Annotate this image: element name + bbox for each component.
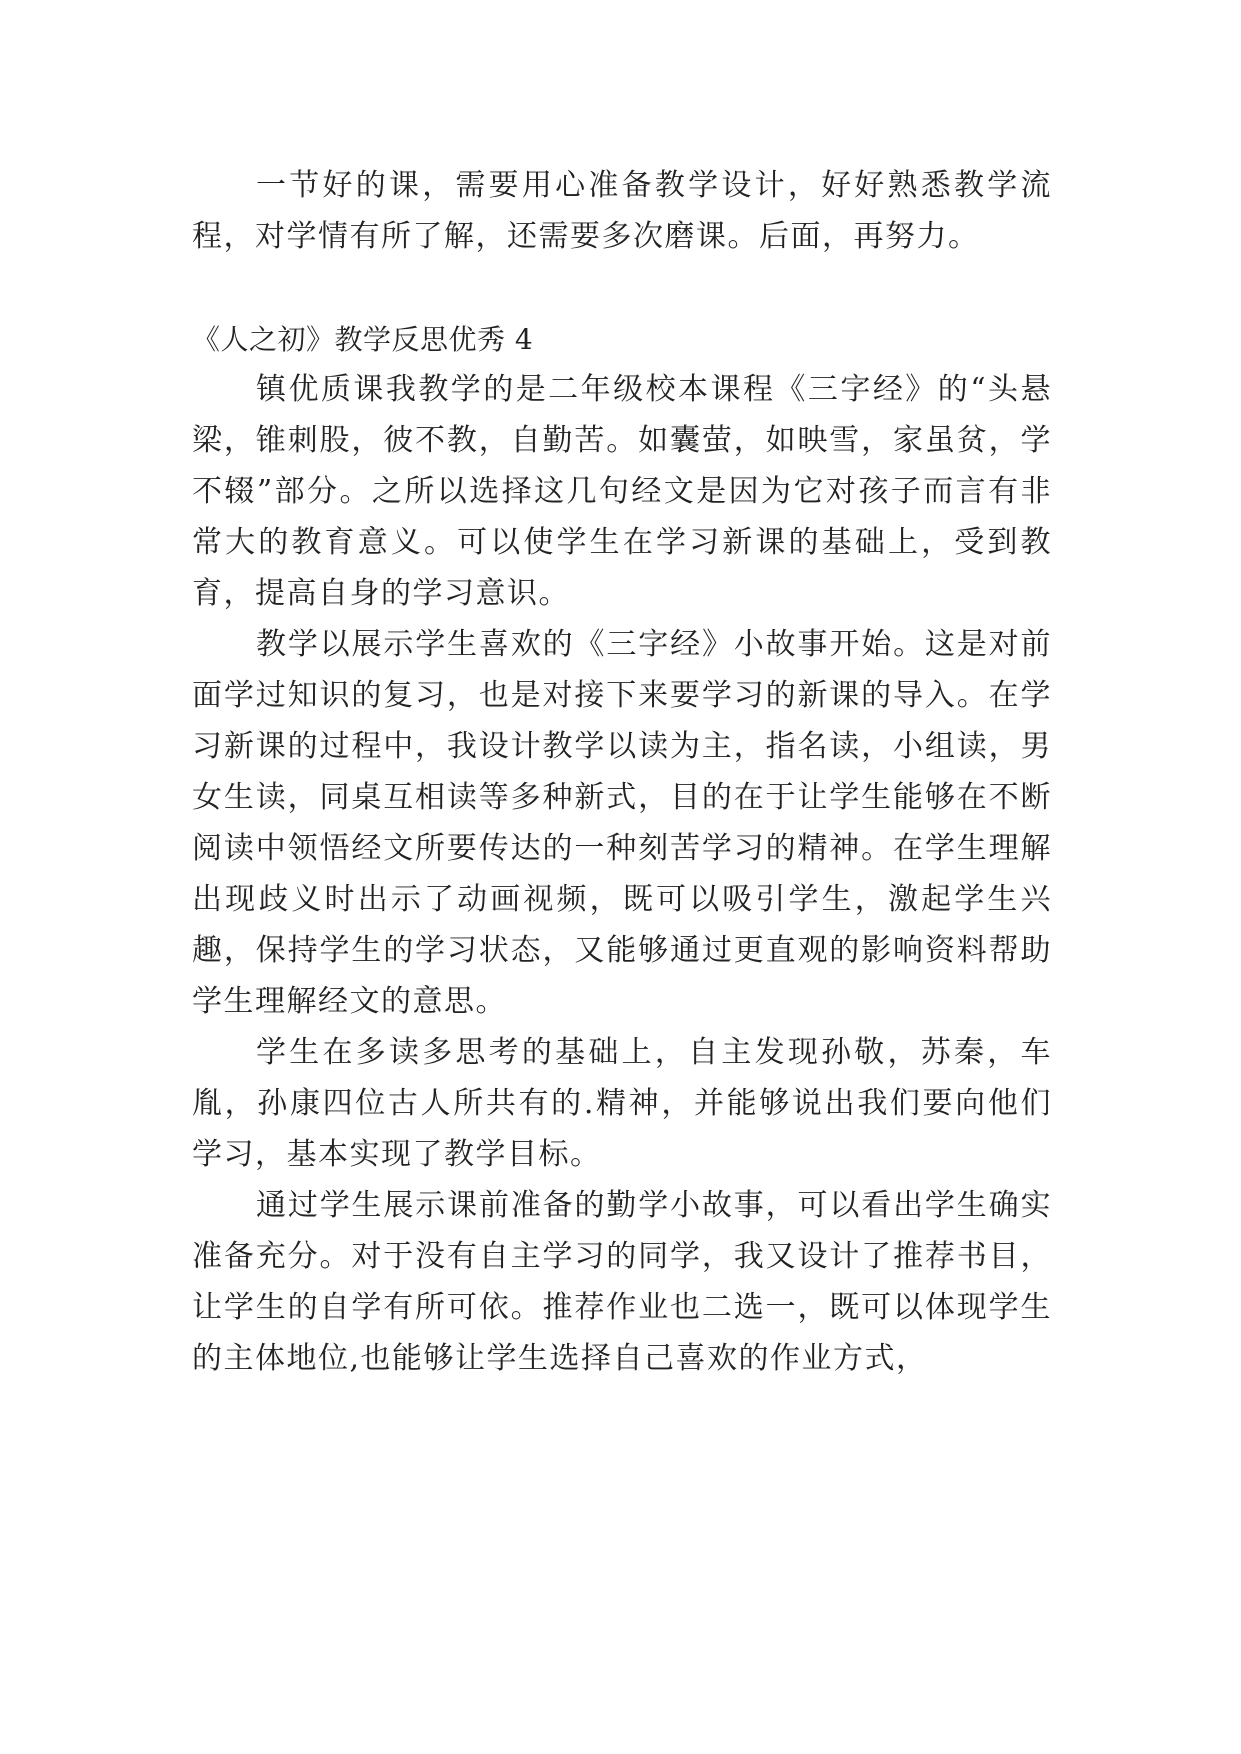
section-heading: 《人之初》教学反思优秀 4 xyxy=(192,323,534,356)
document-body xyxy=(192,160,1052,1384)
intro-paragraph: 一节好的课，需要用心准备教学设计，好好熟悉教学流程，对学情有所了解，还需要多次磨课。后面，再努力。 xyxy=(192,168,1052,254)
body-paragraph-2: 教学以展示学生喜欢的《三字经》小故事开始。这是对前面学过知识的复习，也是对接下来要学习的新课的导入。在学习新课的过程中，我设计教学以读为主，指名读，小组读，男女生读，同桌互相读等多种新式，目的在于让学生能够在不断阅读中领悟经文所要传达的一种刻苦学习的精神。在学生理解出现歧义时出示了动画视频，既可以吸引学生，激起学生兴趣，保持学生的学习状态，又能够通过更直观的影响资料帮助学生理解经文的意思。 xyxy=(192,627,1052,1019)
body-paragraph-3: 学生在多读多思考的基础上，自主发现孙敬，苏秦，车胤，孙康四位古人所共有的.精神，并能够说出我们要向他们学习，基本实现了教学目标。 xyxy=(192,1035,1052,1172)
body-paragraph-4: 通过学生展示课前准备的勤学小故事，可以看出学生确实准备充分。对于没有自主学习的同学，我又设计了推荐书目，让学生的自学有所可依。推荐作业也二选一，既可以体现学生的主体地位,也能够让学生选择自己喜欢的作业方式， xyxy=(192,1188,1052,1376)
body-paragraph-1: 镇优质课我教学的是二年级校本课程《三字经》的“头悬梁，锥刺股，彼不教，自勤苦。如囊萤，如映雪，家虽贫，学不辍”部分。之所以选择这几句经文是因为它对孩子而言有非常大的教育意义。可以使学生在学习新课的基础上，受到教育，提高自身的学习意识。 xyxy=(192,372,1052,611)
